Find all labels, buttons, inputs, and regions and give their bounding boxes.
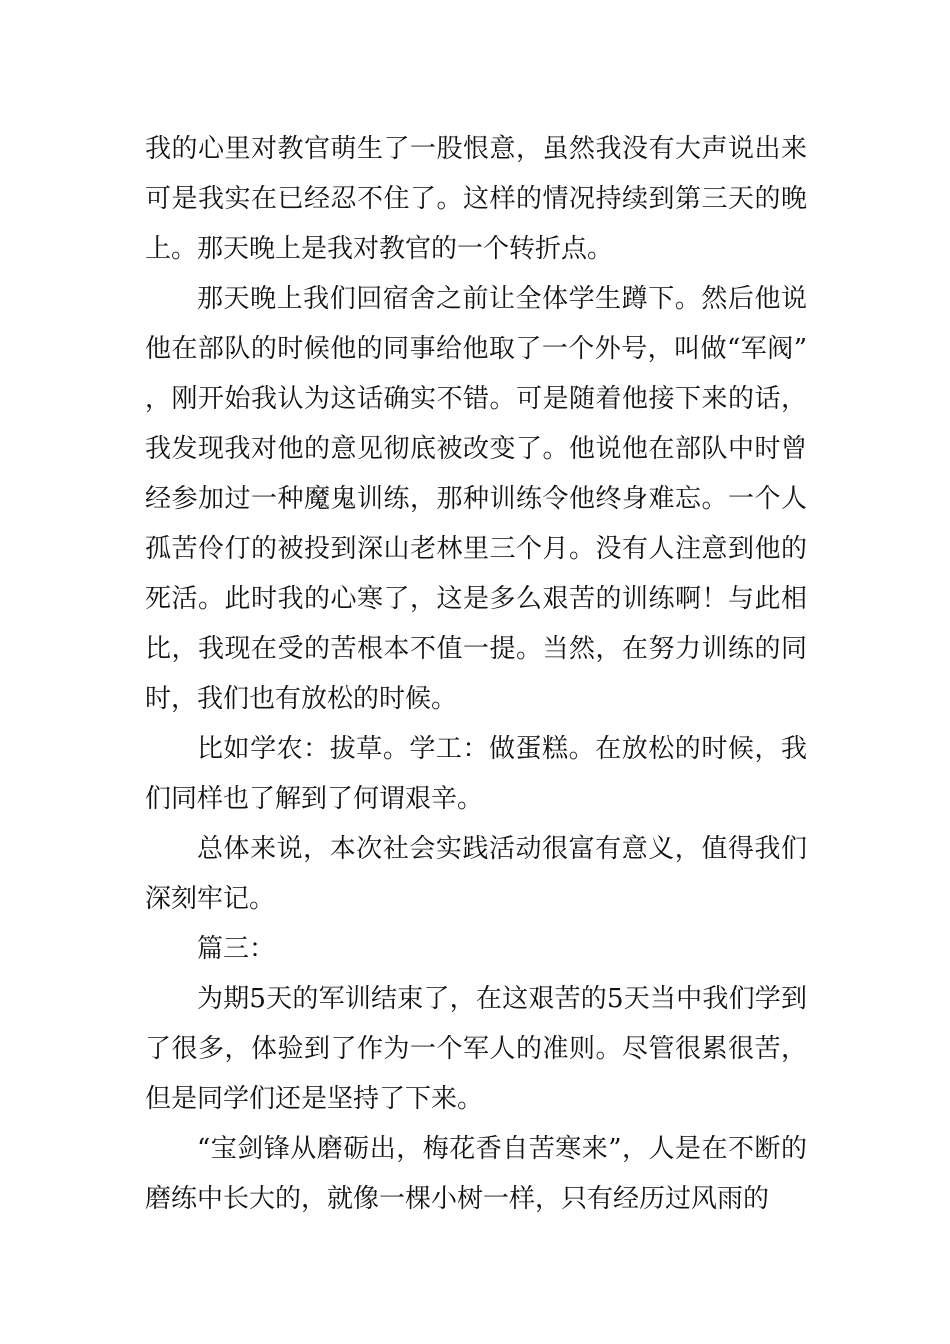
paragraph-2: 那天晚上我们回宿舍之前让全体学生蹲下。然后他说他在部队的时候他的同事给他取了一个外号，叫做“军阀”，刚开始我认为这话确实不错。可是随着他接下来的话，我发现我对他的意见彻底被改变了。他说他在部队中时曾经参加过一种魔鬼训练，那种训练令他终身难忘。一个人孤苦伶仃的被投到深山老林里三个月。没有人注意到他的死活。此时我的心寒了，这是多么艰苦的训练啊！与此相比，我现在受的苦根本不值一提。当然，在努力训练的同时，我们也有放松的时候。 xyxy=(145,284,807,714)
paragraph-3: 比如学农：拔草。学工：做蛋糕。在放松的时候，我们同样也了解到了何谓艰辛。 xyxy=(145,734,807,814)
document-body xyxy=(145,124,807,1224)
paragraph-1: 我的心里对教官萌生了一股恨意，虽然我没有大声说出来可是我实在已经忍不住了。这样的情况持续到第三天的晚上。那天晚上是我对教官的一个转折点。 xyxy=(145,134,807,264)
section-heading: 篇三： xyxy=(197,934,276,964)
paragraph-4: 总体来说，本次社会实践活动很富有意义，值得我们深刻牢记。 xyxy=(145,834,807,914)
paragraph-5: 为期5天的军训结束了，在这艰苦的5天当中我们学到了很多，体验到了作为一个军人的准则。尽管很累很苦，但是同学们还是坚持了下来。 xyxy=(145,984,807,1114)
paragraph-6: “宝剑锋从磨砺出，梅花香自苦寒来”，人是在不断的磨练中长大的，就像一棵小树一样，只有经历过风雨的 xyxy=(145,1134,807,1214)
